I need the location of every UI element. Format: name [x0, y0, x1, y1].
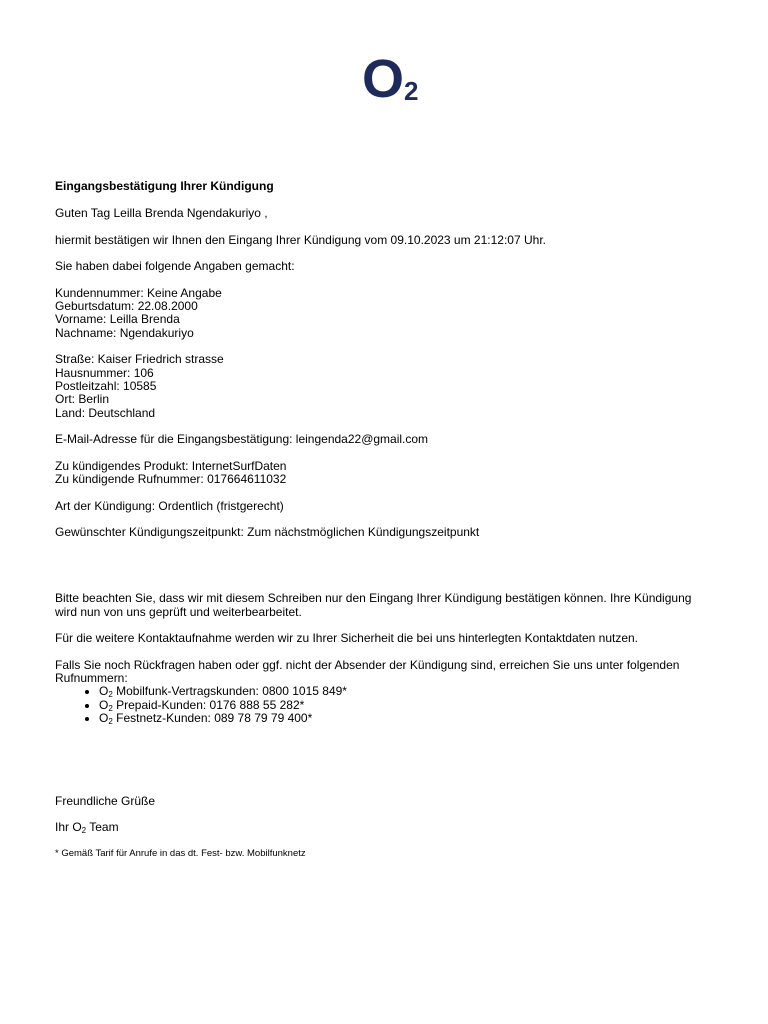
house-number: Hausnummer: 106: [55, 365, 154, 380]
letter-body: [55, 180, 715, 861]
intro-text: Sie haben dabei folgende Angaben gemacht:: [55, 259, 295, 274]
phone-number-line: Zu kündigende Rufnummer: 017664611032: [55, 472, 287, 487]
cancellation-kind: Art der Kündigung: Ordentlich (fristgerecht): [55, 498, 284, 513]
logo-two: 2: [404, 76, 419, 106]
last-name: Nachname: Ngendakuriyo: [55, 325, 194, 340]
address-details: [55, 353, 715, 420]
confirmation-text: hiermit bestätigen wir Ihnen den Eingang Ihrer Kündigung vom 09.10.2023 um 21:12:07 Uhr.: [55, 232, 546, 247]
first-name: Vorname: Leilla Brenda: [55, 312, 180, 327]
city: Ort: Berlin: [55, 392, 110, 407]
email-line: E-Mail-Adresse für die Eingangsbestätigung: leingenda22@gmail.com: [55, 432, 429, 447]
customer-number: Kundennummer: Keine Angabe: [55, 285, 222, 300]
personal-details: [55, 287, 715, 341]
footnote: * Gemäß Tarif für Anrufe in das dt. Fest- bzw. Mobilfunknetz: [55, 848, 306, 860]
hotline-item: • $O_2$ Mobilfunk-Vertragskunden: 0800 1015 849*: [99, 685, 715, 698]
birth-date: Geburtsdatum: 22.08.2000: [55, 299, 198, 314]
hotline-item: • $O_2$ Festnetz-Kunden: 089 78 79 79 400*: [99, 712, 715, 725]
questions-text: Falls Sie noch Rückfragen haben oder ggf. nicht der Absender der Kündigung sind, erreichen Sie uns unter folgenden Rufnummern:: [55, 657, 680, 685]
country: Land: Deutschland: [55, 405, 156, 420]
greeting: Guten Tag Leilla Brenda Ngendakuriyo ,: [55, 206, 268, 221]
signature: Ihr $O_2$ Team: [55, 819, 119, 835]
product-line: Zu kündigendes Produkt: InternetSurfDaten: [55, 458, 287, 473]
contact-text: Für die weitere Kontaktaufnahme werden wir zu Ihrer Sicherheit die bei uns hinterlegten Kontaktdaten nutzen.: [55, 631, 639, 646]
product-details: [55, 460, 715, 487]
closing: Freundliche Grüße: [55, 793, 156, 808]
postal-code: Postleitzahl: 10585: [55, 379, 157, 394]
cancellation-timing: Gewünschter Kündigungszeitpunkt: Zum nächstmöglichen Kündigungszeitpunkt: [55, 524, 480, 539]
hotline-item: • $O_2$ Prepaid-Kunden: 0176 888 55 282*: [99, 699, 715, 712]
hotline-list: [55, 685, 715, 725]
logo-o: O: [362, 49, 404, 109]
o2-logo: [362, 49, 419, 109]
street: Straße: Kaiser Friedrich strasse: [55, 352, 224, 367]
letter-title: Eingangsbestätigung Ihrer Kündigung: [55, 179, 274, 193]
note-text: Bitte beachten Sie, dass wir mit diesem Schreiben nur den Eingang Ihrer Kündigung bestätigen können. Ihre Kündigung wird nun von uns geprüft und weiterbearbeitet.: [55, 591, 692, 619]
